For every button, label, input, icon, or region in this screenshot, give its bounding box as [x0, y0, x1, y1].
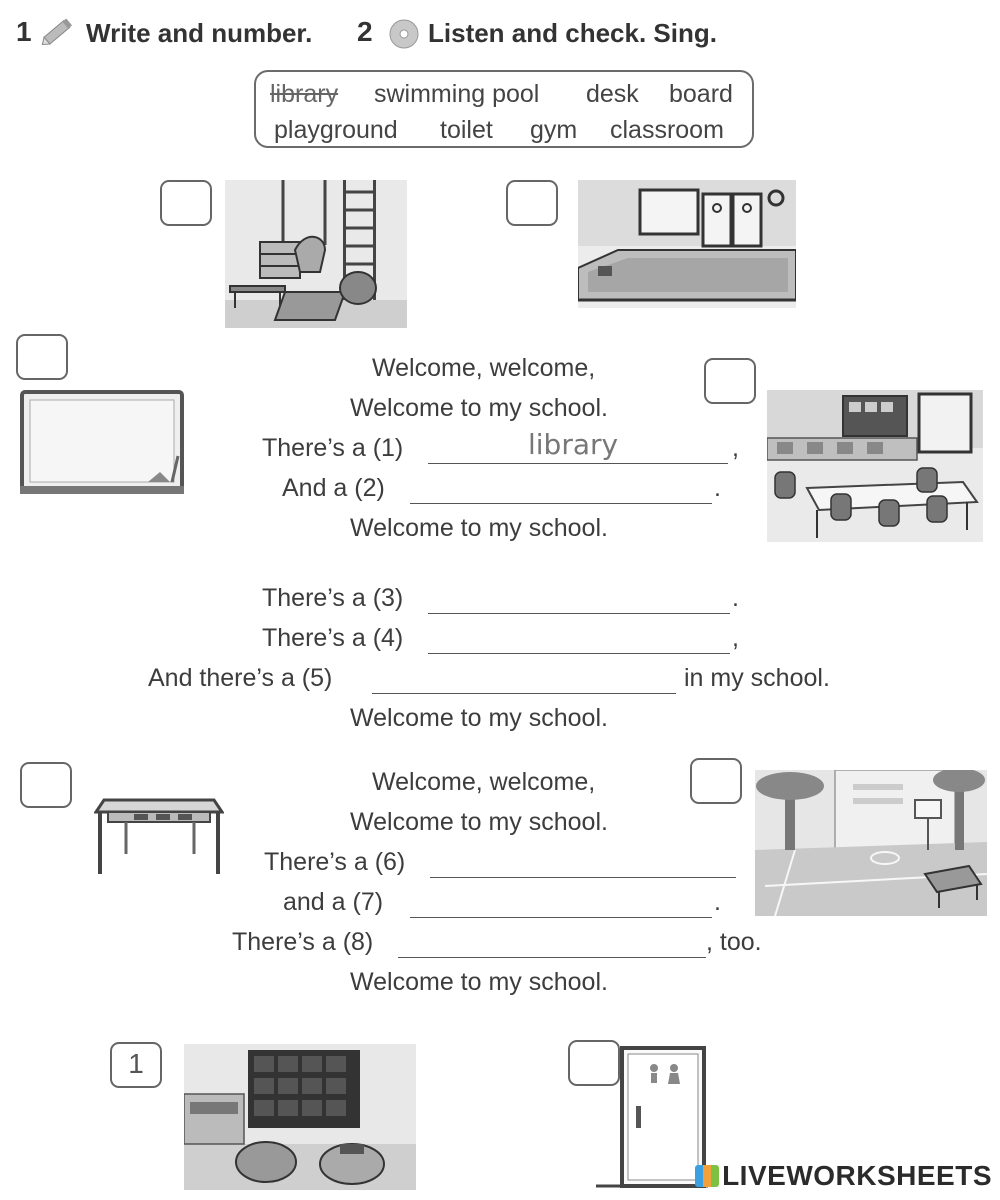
swimming-pool-number-box[interactable]: [506, 180, 558, 226]
board-number-box[interactable]: [16, 334, 68, 380]
blank-3[interactable]: [428, 580, 730, 614]
punct-period: .: [714, 888, 721, 916]
playground-picture: [755, 770, 987, 916]
watermark-text: LIVEWORKSHEETS: [722, 1160, 992, 1191]
task1-text: Write and number.: [86, 18, 313, 48]
verse3-line3-label: There’s a (6): [264, 848, 406, 876]
pencil-icon: [38, 14, 78, 50]
swimming-pool-picture: [578, 180, 796, 308]
verse1-line4-label: And a (2): [282, 474, 385, 502]
liveworksheets-logo-icon: [695, 1165, 719, 1187]
gym-picture: [225, 180, 407, 328]
verse2-line3-label: And there’s a (5): [148, 664, 333, 692]
library-picture: [184, 1044, 416, 1190]
task1-number: 1: [16, 16, 32, 47]
verse1-line2: Welcome to my school.: [350, 394, 608, 422]
word-board: board: [669, 80, 733, 108]
word-toilet: toilet: [440, 116, 493, 144]
verse3-line5-label: There’s a (8): [232, 928, 374, 956]
verse2-line3-suffix: in my school.: [684, 664, 830, 692]
punct-period: .: [732, 584, 739, 612]
desk-picture: [94, 794, 224, 878]
watermark: [695, 1160, 992, 1192]
task2-number: 2: [357, 16, 373, 47]
playground-number-box[interactable]: [690, 758, 742, 804]
blank-7[interactable]: [410, 884, 712, 918]
word-desk: desk: [586, 80, 639, 108]
board-picture: [20, 390, 184, 496]
verse2-line2-label: There’s a (4): [262, 624, 404, 652]
desk-number-box[interactable]: [20, 762, 72, 808]
verse1-line3-label: There’s a (1): [262, 434, 404, 462]
word-bank: [254, 70, 754, 148]
blank-6[interactable]: [430, 844, 736, 878]
punct-comma: ,: [732, 624, 739, 652]
verse3-line6: Welcome to my school.: [350, 968, 608, 996]
word-library: library: [270, 80, 339, 108]
blank-4[interactable]: [428, 620, 730, 654]
task2-text: Listen and check. Sing.: [428, 18, 717, 48]
toilet-door-picture: [596, 1046, 708, 1190]
punct-comma: ,: [732, 434, 739, 462]
word-classroom: classroom: [610, 116, 724, 144]
cd-icon: [388, 18, 420, 50]
blank-2[interactable]: [410, 470, 712, 504]
classroom-number-box[interactable]: [704, 358, 756, 404]
answer-1: library: [528, 428, 619, 461]
verse3-line2: Welcome to my school.: [350, 808, 608, 836]
verse3-line1: Welcome, welcome,: [372, 768, 596, 796]
verse1-line5: Welcome to my school.: [350, 514, 608, 542]
word-swimming-pool: swimming pool: [374, 80, 540, 108]
verse2-line1-label: There’s a (3): [262, 584, 404, 612]
blank-5[interactable]: [372, 660, 676, 694]
punct-period: .: [714, 474, 721, 502]
blank-8[interactable]: [398, 924, 706, 958]
classroom-picture: [767, 390, 983, 542]
gym-number-box[interactable]: [160, 180, 212, 226]
word-playground: playground: [274, 116, 398, 144]
library-number-box[interactable]: 1: [110, 1042, 162, 1088]
verse3-line5-suffix: , too.: [706, 928, 762, 956]
verse1-line1: Welcome, welcome,: [372, 354, 596, 382]
verse3-line4-label: and a (7): [283, 888, 384, 916]
verse2-line4: Welcome to my school.: [350, 704, 608, 732]
word-gym: gym: [530, 116, 578, 144]
